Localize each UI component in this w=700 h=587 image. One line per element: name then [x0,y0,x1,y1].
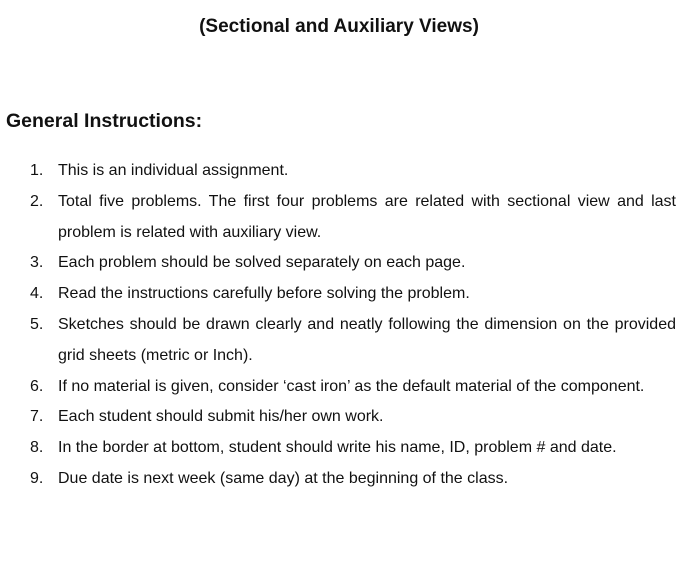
item-number: 7. [30,408,44,426]
item-number: 3. [30,254,44,272]
document-title: (Sectional and Auxiliary Views) [199,16,479,37]
item-number: 8. [30,439,44,457]
list-item [30,279,676,310]
list-item [30,310,676,372]
item-number: 9. [30,469,44,487]
item-text: This is an individual assignment. [58,162,289,179]
item-number: 6. [30,377,44,395]
item-text: Total five problems. The first four problems are related with sectional view and last problem is related with auxiliary view. [58,192,676,241]
item-number: 4. [30,285,44,303]
list-item [30,402,676,433]
item-number: 2. [30,192,44,210]
item-text: Each student should submit his/her own work. [58,408,384,426]
list-item [30,156,676,187]
list-item [30,433,676,464]
item-text: In the border at bottom, student should write his name, ID, problem # and date. [58,439,617,457]
item-text: If no material is given, consider ‘cast iron’ as the default material of the component. [58,377,645,395]
item-text: Sketches should be drawn clearly and neatly following the dimension on the provided grid sheets (metric or Inch). [58,315,676,364]
item-text: Read the instructions carefully before solving the problem. [58,285,470,303]
instructions-list [30,156,676,495]
section-heading: General Instructions: [6,110,203,132]
list-item [30,372,676,403]
list-item [30,248,676,279]
item-number: 5. [30,315,44,333]
item-text: Each problem should be solved separately on each page. [58,254,466,272]
item-text: Due date is next week (same day) at the beginning of the class. [58,469,509,487]
list-item [30,464,676,495]
list-item [30,187,676,249]
item-number: 1. [30,162,44,179]
